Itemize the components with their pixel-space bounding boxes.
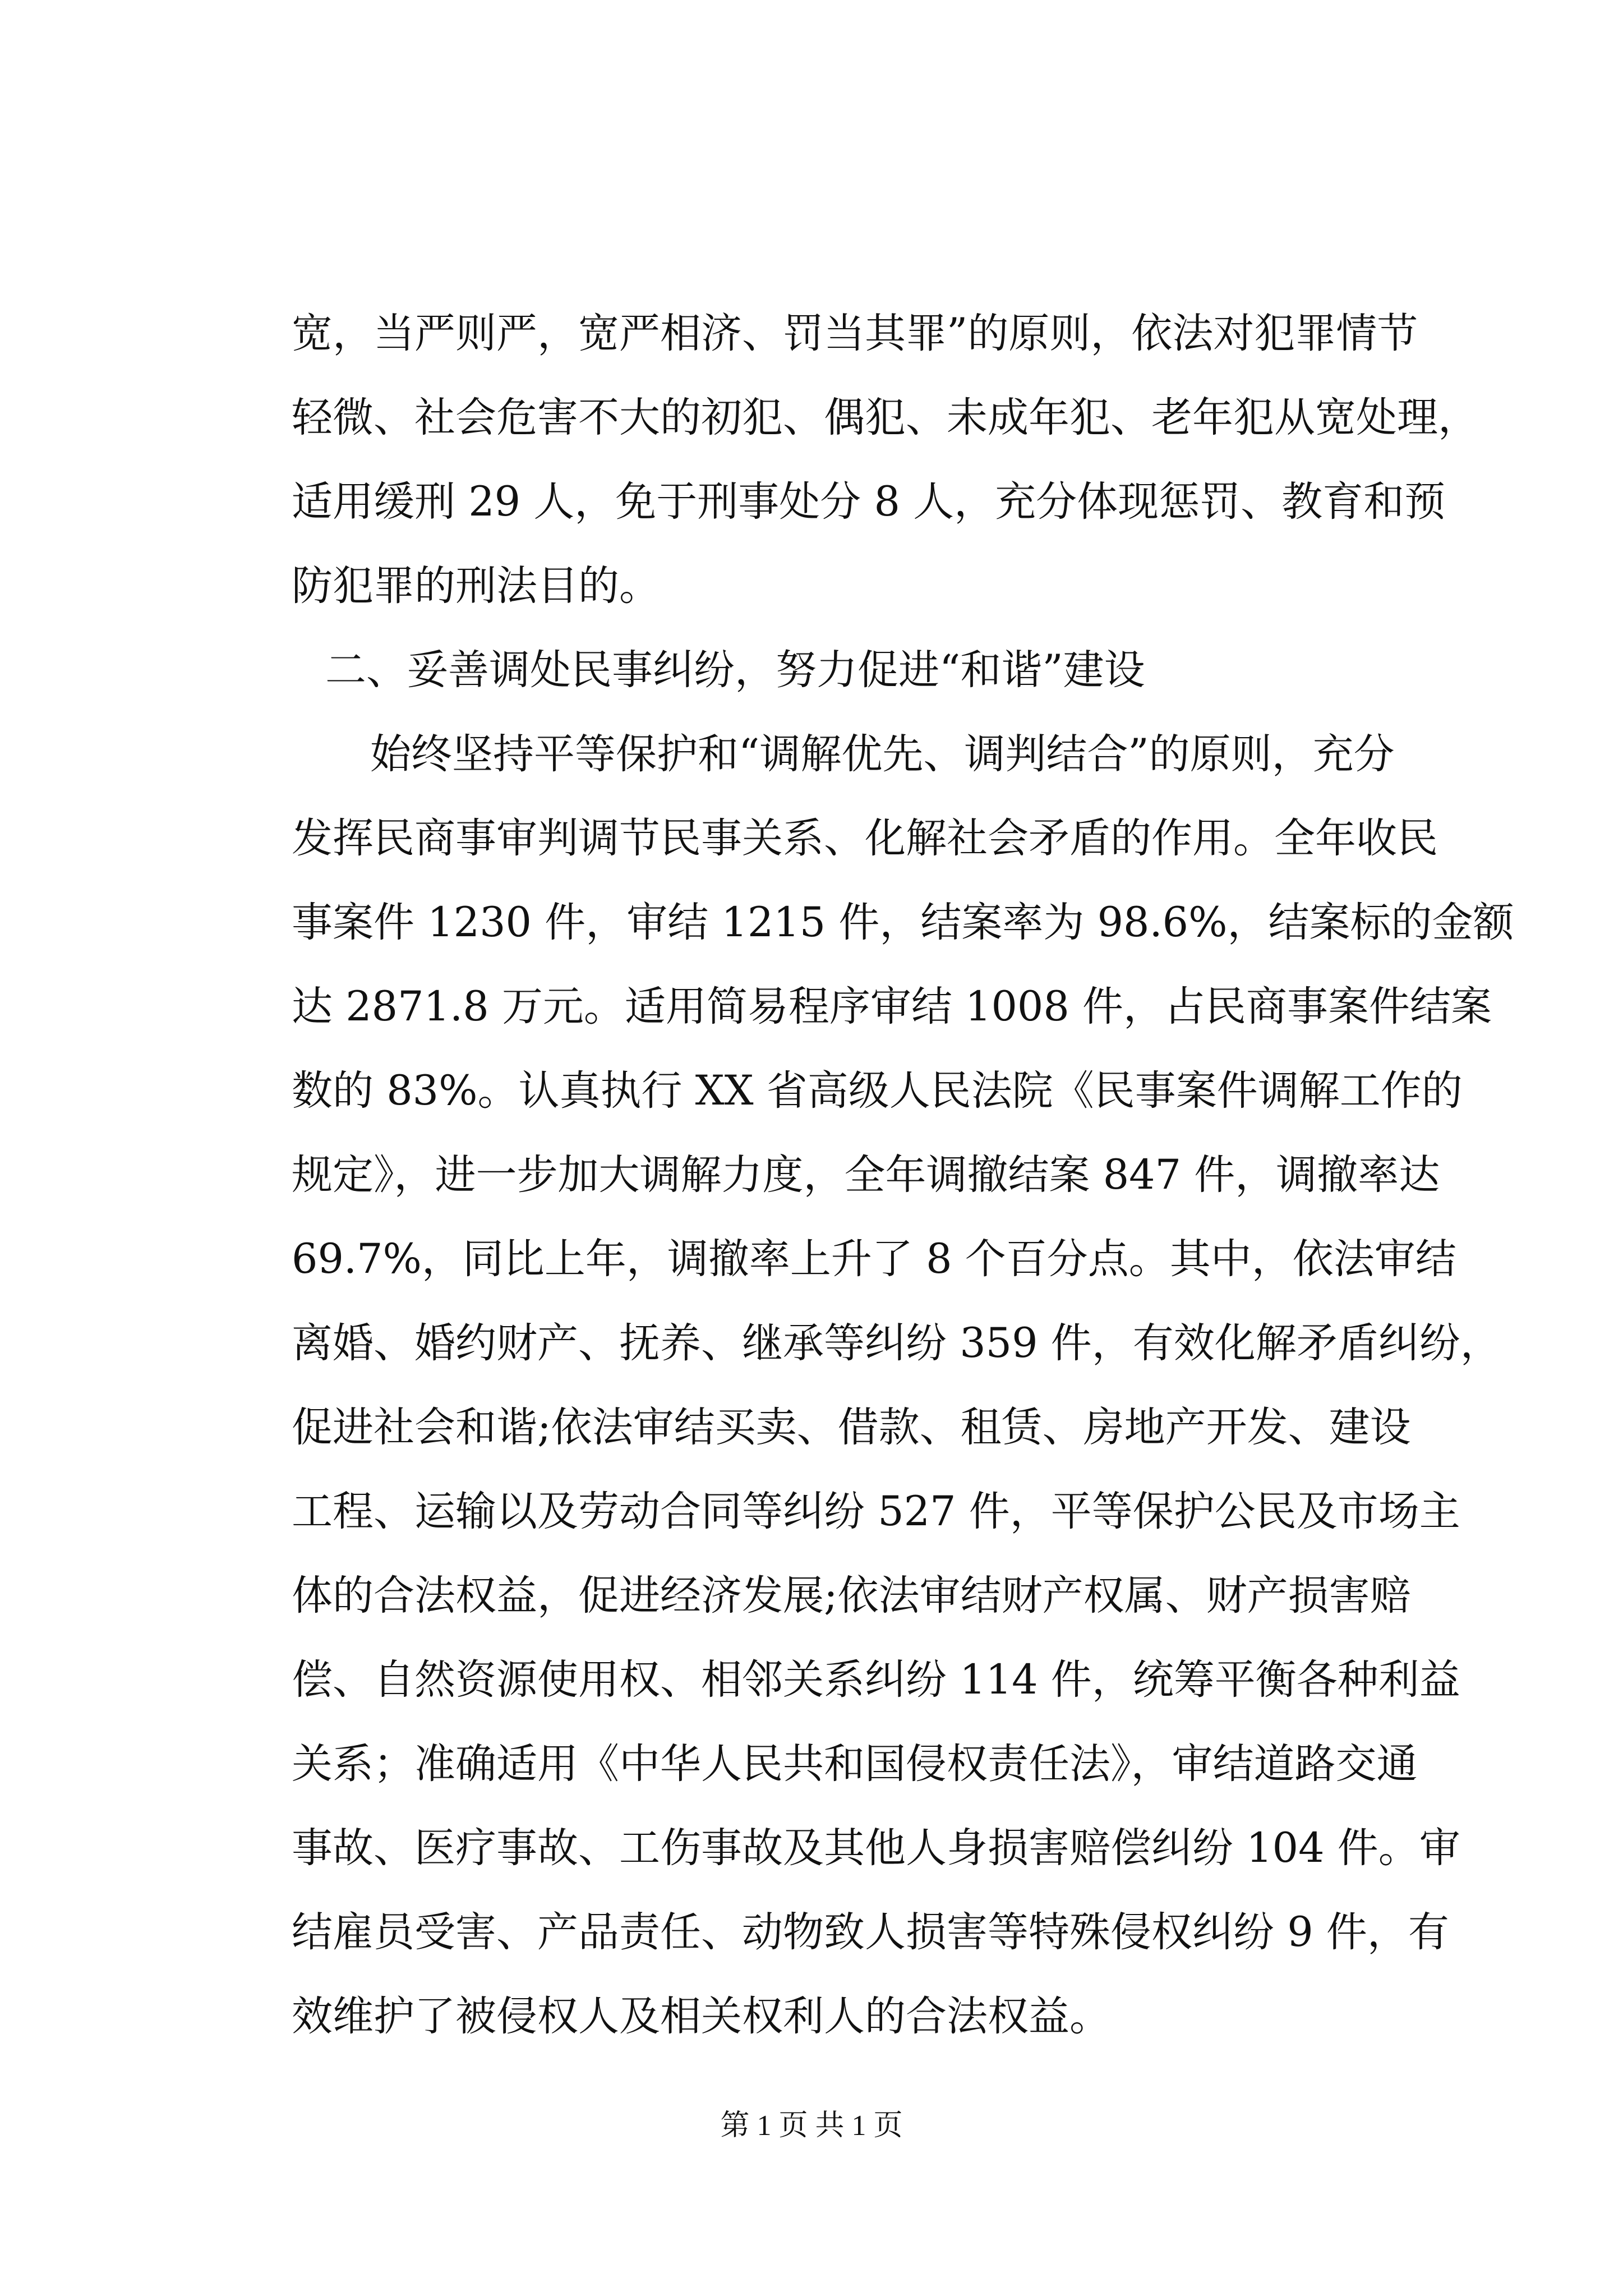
page-number-footer: 第 1 页 共 1 页 — [720, 2110, 903, 2142]
paragraph-line: 工程、运输以及劳动合同等纠纷 527 件，平等保护公民及市场主 — [292, 1488, 1460, 1535]
paragraph-line: 事故、医疗事故、工伤事故及其他人身损害赔偿纠纷 104 件。审 — [292, 1824, 1460, 1872]
paragraph-line: 轻微、社会危害不大的初犯、偶犯、未成年犯、老年犯从宽处理， — [292, 394, 1479, 441]
paragraph-line: 促进社会和谐;依法审结买卖、借款、租赁、房地产开发、建设 — [292, 1404, 1411, 1451]
paragraph-line: 体的合法权益，促进经济发展;依法审结财产权属、财产损害赔 — [292, 1572, 1411, 1619]
paragraph-line: 数的 83%。认真执行 XX 省高级人民法院《民事案件调解工作的 — [292, 1067, 1463, 1115]
paragraph-line: 防犯罪的刑法目的。 — [292, 562, 660, 610]
paragraph-line: 宽，当严则严，宽严相济、罚当其罪”的原则，依法对犯罪情节 — [292, 310, 1418, 357]
paragraph-line: 效维护了被侵权人及相关权利人的合法权益。 — [292, 1993, 1110, 2040]
paragraph-line: 偿、自然资源使用权、相邻关系纠纷 114 件，统筹平衡各种利益 — [292, 1656, 1460, 1704]
paragraph-line: 达 2871.8 万元。适用简易程序审结 1008 件，占民商事案件结案 — [292, 983, 1492, 1030]
section-heading: 二、妥善调处民事纠纷，努力促进“和谐”建设 — [325, 646, 1145, 694]
paragraph-line: 结雇员受害、产品责任、动物致人损害等特殊侵权纠纷 9 件，有 — [292, 1908, 1449, 1956]
paragraph-line: 事案件 1230 件，审结 1215 件，结案率为 98.6%，结案标的金额 — [292, 899, 1514, 946]
paragraph-line: 规定》，进一步加大调解力度，全年调撤结案 847 件，调撤率达 — [292, 1151, 1440, 1199]
paragraph-line: 始终坚持平等保护和“调解优先、调判结合”的原则，充分 — [370, 730, 1395, 778]
paragraph-line: 适用缓刑 29 人，免于刑事处分 8 人，充分体现惩罚、教育和预 — [292, 478, 1446, 526]
paragraph-line: 离婚、婚约财产、抚养、继承等纠纷 359 件，有效化解矛盾纠纷， — [292, 1319, 1501, 1367]
paragraph-line: 69.7%，同比上年，调撤率上升了 8 个百分点。其中，依法审结 — [292, 1235, 1456, 1283]
paragraph-line: 关系；准确适用《中华人民共和国侵权责任法》，审结道路交通 — [292, 1740, 1418, 1788]
paragraph-line: 发挥民商事审判调节民事关系、化解社会矛盾的作用。全年收民 — [292, 815, 1438, 862]
